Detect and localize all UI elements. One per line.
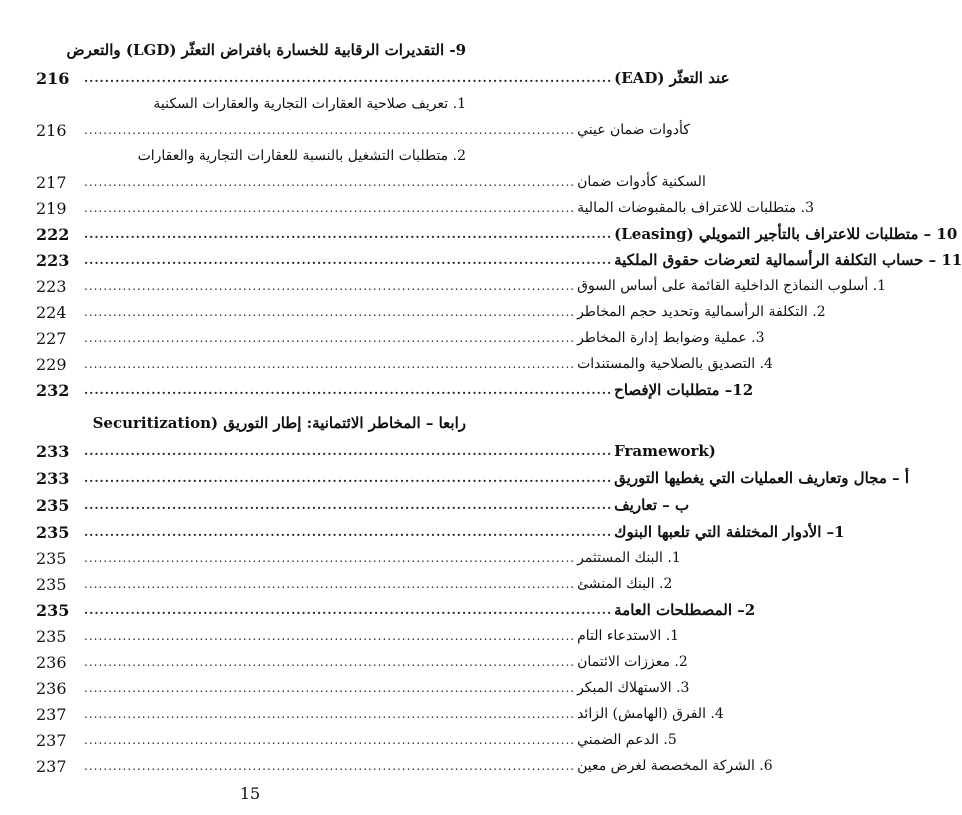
toc-page-number: 235 — [36, 626, 67, 646]
toc-entry-text: 4. الفرق (الهامش) الزائد — [577, 706, 724, 722]
leader-dots: ...................................................................................................... — [84, 733, 576, 747]
toc-entry — [36, 325, 765, 351]
toc-entry-text: 10 – متطلبات للاعتراف بالتأجير التمويلي (Leasing) — [614, 225, 958, 243]
toc-entry-text: 2. متطلبات التشغيل بالنسبة للعقارات التجارية والعقارات — [137, 148, 466, 164]
leader-dots: ...................................................................................................... — [84, 357, 576, 371]
leader-dots: ...................................................................................................... — [84, 498, 613, 512]
leader-dots: ...................................................................................................... — [84, 551, 576, 565]
toc-entry — [36, 247, 962, 273]
toc-page-number: 216 — [36, 68, 70, 88]
leader-dots: ...................................................................................................... — [84, 471, 613, 485]
leader-dots: ...................................................................................................... — [84, 123, 576, 137]
toc-entry-text: 5. الدعم الضمني — [577, 732, 677, 748]
toc-entry-text: 2. البنك المنشئ — [577, 576, 673, 592]
toc-entry-text: 1. الاستدعاء التام — [577, 628, 680, 644]
toc-entry-text: 1– الأدوار المختلفة التي تلعبها البنوك — [614, 523, 845, 541]
toc-entry-text: كأدوات ضمان عيني — [577, 122, 690, 138]
toc-entry-text: أ – مجال وتعاريف العمليات التي يغطيها التوريق — [614, 469, 909, 487]
toc-page-number: 235 — [36, 495, 70, 515]
toc-page-number: 227 — [36, 328, 67, 348]
toc-entry — [36, 492, 690, 518]
toc-entry-text: 3. عملية وضوابط إدارة المخاطر — [577, 330, 765, 346]
toc-entry-text: 2– المصطلحات العامة — [614, 601, 756, 619]
toc-entry — [36, 649, 688, 675]
toc-entry — [36, 597, 756, 623]
leader-dots: ...................................................................................................... — [84, 279, 576, 293]
toc-entry — [36, 545, 681, 571]
leader-dots: ...................................................................................................... — [84, 305, 576, 319]
toc-entry — [36, 65, 730, 91]
toc-page-number: 216 — [36, 120, 67, 140]
leader-dots: ...................................................................................................... — [84, 444, 613, 458]
toc-page-number: 223 — [36, 250, 70, 270]
toc-page-number: 237 — [36, 730, 67, 750]
toc-entry — [36, 195, 814, 221]
toc-page-number: 232 — [36, 380, 70, 400]
toc-entry — [36, 377, 754, 403]
toc-entry-text: 2. معززات الائتمان — [577, 654, 688, 670]
toc-entry-text: 12– متطلبات الإفصاح — [614, 381, 754, 399]
toc-entry-text: 1. تعريف صلاحية العقارات التجارية والعقارات السكنية — [153, 96, 466, 112]
leader-dots: ...................................................................................................... — [84, 525, 613, 539]
toc-page-number: 233 — [36, 441, 70, 461]
leader-dots: ...................................................................................................... — [84, 227, 613, 241]
toc-entry-text: 4. التصديق بالصلاحية والمستندات — [577, 356, 773, 372]
toc-page-number: 233 — [36, 468, 70, 488]
leader-dots: ...................................................................................................... — [84, 707, 576, 721]
toc-entry-text: 11 – حساب التكلفة الرأسمالية لتعرضات حقوق الملكية — [614, 251, 962, 269]
leader-dots: ...................................................................................................... — [84, 383, 613, 397]
toc-entry — [36, 299, 826, 325]
toc-entry — [36, 37, 466, 63]
toc-entry-text: 6. الشركة المخصصة لغرض معين — [577, 758, 773, 774]
toc-entry-text: 1. أسلوب النماذج الداخلية القائمة على أساس السوق — [577, 278, 887, 294]
toc-entry-text: عند التعثّر (EAD) — [614, 69, 730, 87]
toc-entry — [36, 701, 724, 727]
toc-entry — [36, 675, 690, 701]
toc-entry — [36, 169, 706, 195]
toc-entry-text: ب – تعاريف — [614, 496, 690, 514]
leader-dots: ...................................................................................................... — [84, 253, 613, 267]
toc-entry-text: (Framework — [614, 442, 716, 460]
toc-page-number: 236 — [36, 652, 67, 672]
toc-entry-text: 3. متطلبات للاعتراف بالمقبوضات المالية — [577, 200, 814, 216]
toc-entry — [36, 519, 845, 545]
toc-page-number: 229 — [36, 354, 67, 374]
leader-dots: ...................................................................................................... — [84, 331, 576, 345]
toc-entry — [36, 410, 466, 436]
leader-dots: ...................................................................................................... — [84, 603, 613, 617]
leader-dots: ...................................................................................................... — [84, 681, 576, 695]
toc-page-number: 219 — [36, 198, 67, 218]
leader-dots: ...................................................................................................... — [84, 759, 576, 773]
toc-page-number: 235 — [36, 600, 70, 620]
toc-page-number: 235 — [36, 522, 70, 542]
leader-dots: ...................................................................................................... — [84, 71, 613, 85]
toc-page-number: 237 — [36, 756, 67, 776]
leader-dots: ...................................................................................................... — [84, 175, 576, 189]
toc-entry — [36, 351, 773, 377]
toc-entry-text: 1. البنك المستثمر — [577, 550, 681, 566]
toc-entry-text: السكنية كأدوات ضمان — [577, 174, 706, 190]
toc-entry — [36, 273, 887, 299]
toc-page-number: 235 — [36, 574, 67, 594]
toc-entry — [36, 465, 909, 491]
toc-entry-text: رابعا – المخاطر الائتمانية: إطار التوريق (Securitization — [92, 414, 466, 432]
toc-page-number: 224 — [36, 302, 67, 322]
toc-page-number: 236 — [36, 678, 67, 698]
toc-entry-text: 2. التكلفة الرأسمالية وتحديد حجم المخاطر — [577, 304, 826, 320]
toc-page-number: 235 — [36, 548, 67, 568]
toc-entry-text: 3. الاستهلاك المبكر — [577, 680, 690, 696]
toc-entry — [36, 623, 680, 649]
toc-entry — [36, 571, 673, 597]
leader-dots: ...................................................................................................... — [84, 629, 576, 643]
leader-dots: ...................................................................................................... — [84, 577, 576, 591]
toc-entry — [36, 91, 466, 117]
toc-entry — [36, 143, 466, 169]
toc-entry — [36, 117, 690, 143]
toc-entry — [36, 727, 677, 753]
toc-page-number: 222 — [36, 224, 70, 244]
leader-dots: ...................................................................................................... — [84, 201, 576, 215]
leader-dots: ...................................................................................................... — [84, 655, 576, 669]
toc-entry — [36, 221, 958, 247]
toc-entry — [36, 438, 716, 464]
page-number: 15 — [239, 784, 261, 803]
toc-entry — [36, 753, 773, 779]
toc-page-number: 217 — [36, 172, 67, 192]
toc-page-number: 237 — [36, 704, 67, 724]
toc-page-number: 223 — [36, 276, 67, 296]
toc-entry-text: 9- التقديرات الرقابية للخسارة بافتراض التعثّر (LGD) والتعرض — [66, 41, 466, 59]
